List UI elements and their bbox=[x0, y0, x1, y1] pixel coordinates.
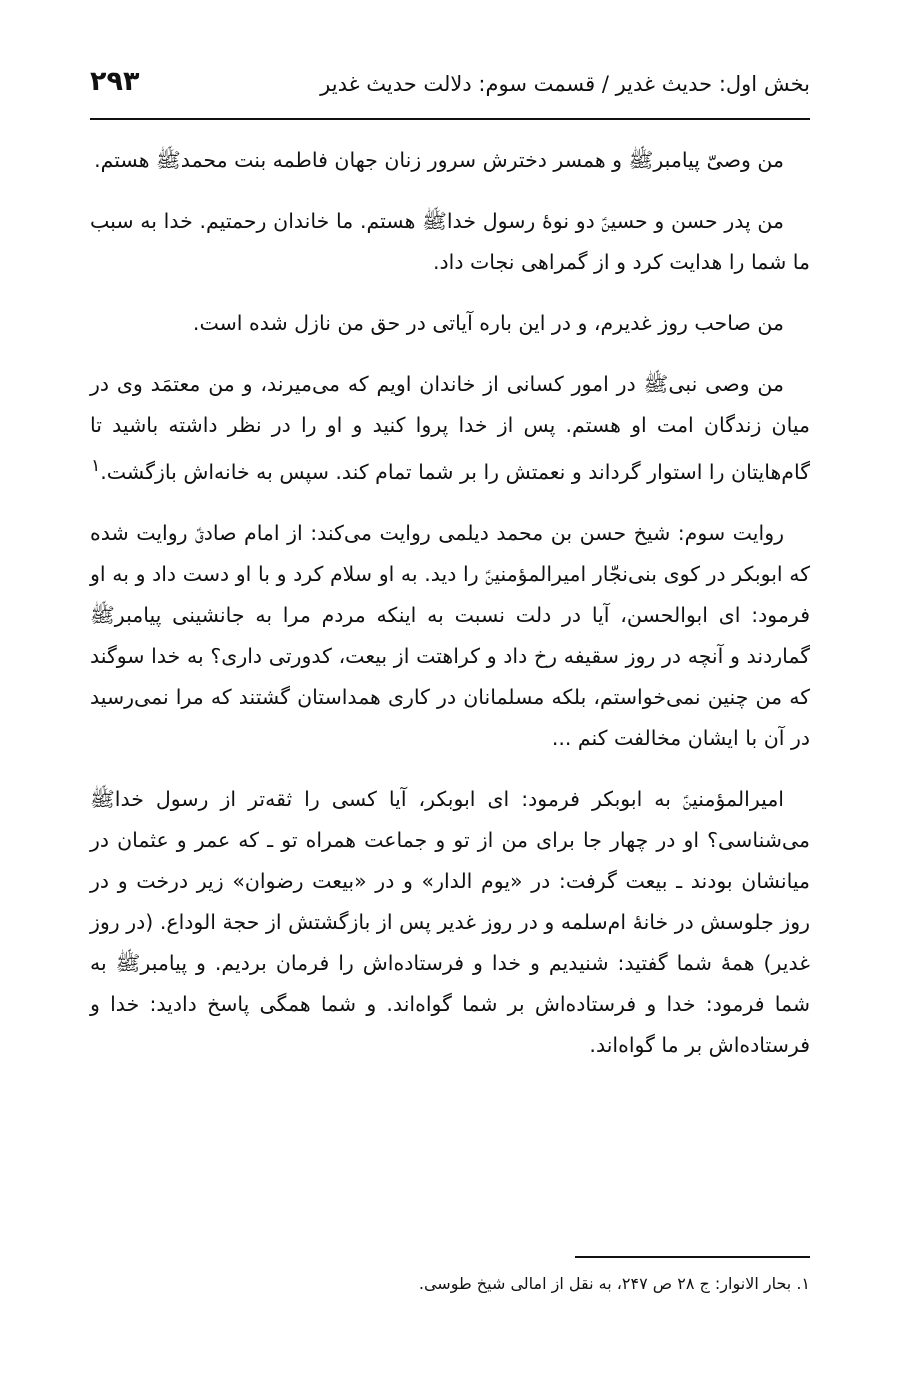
footnote-rule bbox=[575, 1256, 810, 1258]
footnote: ۱. بحار الانوار: ج ۲۸ ص ۲۴۷، به نقل از امالی شیخ طوسی. bbox=[418, 1274, 810, 1293]
header-rule bbox=[90, 118, 810, 120]
paragraph-5: روایت سوم: شیخ حسن بن محمد دیلمی روایت می‌کند: از امام صادقؑ روایت شده که ابوبکر در کوی بنی‌نجّار امیرالمؤمنینؑ را دید. به او سلام کرد و با او دست داد و به او فرمود: ای ابوالحسن، آیا در دلت نسبت به اینکه مردم مرا به جانشینی پیامبرﷺ گماردند و آنچه در روز سقیفه رخ داد و کراهتت از بیعت، کدورتی داری؟ به خدا سوگند که من چنین نمی‌خواستم، بلکه مسلمانان در کاری همداستان گشتند که مرا نمی‌رسید در آن با ایشان مخالفت کنم ... bbox=[90, 520, 810, 750]
body-text bbox=[90, 140, 810, 1086]
page-number: ۲۹۳ bbox=[90, 66, 140, 97]
paragraph-4 bbox=[90, 364, 810, 493]
page-header bbox=[90, 62, 810, 112]
running-head: بخش اول: حدیث غدیر / قسمت سوم: دلالت حدیث غدیر bbox=[320, 72, 810, 96]
paragraph-4-text: من وصی نبیﷺ در امور کسانی از خاندان اویم که می‌میرند، و من معتمَد وی در میان زندگان امت او هستم. پس از خدا پروا کنید و او را در نظر داشته باشید تا گام‌هایتان را استوار گرداند و نعمتش را بر شما تمام کند. سپس به خانه‌اش بازگشت. bbox=[90, 372, 810, 484]
paragraph-1: من وصیّ پیامبرﷺ و همسر دخترش سرور زنان جهان فاطمه بنت محمدﷺ هستم. bbox=[94, 148, 784, 172]
footnote-marker: ۱ bbox=[91, 456, 101, 476]
paragraph-6: امیرالمؤمنینؑ به ابوبکر فرمود: ای ابوبکر، آیا کسی را ثقه‌تر از رسول خداﷺ می‌شناسی؟ او در چهار جا برای من از تو و جماعت همراه تو ـ که عمر و عثمان در میانشان بودند ـ بیعت گرفت: در «یوم الدار» و در «بیعت رضوان» زیر درخت و در روز جلوسش در خانهٔ ام‌سلمه و در روز غدیر پس از بازگشتش از حجة الوداع. (در روز غدیر) همهٔ شما گفتید: شنیدیم و خدا و فرستاده‌اش را فرمان بردیم. و پیامبرﷺ به شما فرمود: خدا و فرستاده‌اش بر شما گواه‌اند. و شما همگی پاسخ دادید: خدا و فرستاده‌اش بر ما گواه‌اند. bbox=[90, 786, 810, 1057]
paragraph-3: من صاحب روز غدیرم، و در این باره آیاتی در حق من نازل شده است. bbox=[192, 311, 784, 335]
paragraph-2: من پدر حسن و حسینؑ دو نوهٔ رسول خداﷺ هستم. ما خاندان رحمتیم. خدا به سبب ما شما را هدایت کرد و از گمراهی نجات داد. bbox=[90, 209, 810, 274]
